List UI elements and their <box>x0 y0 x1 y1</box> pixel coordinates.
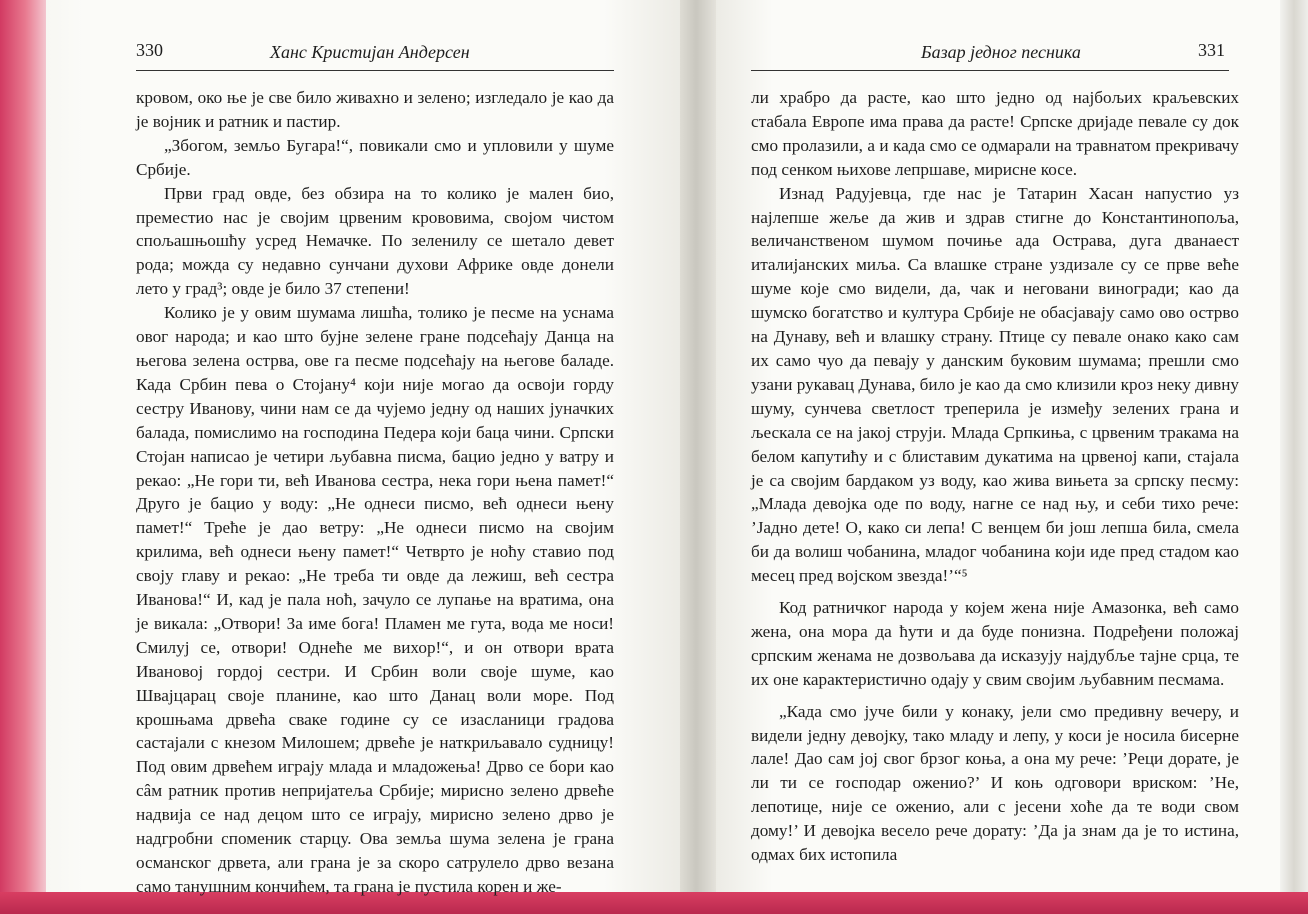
page-stack-edge-right <box>1280 0 1308 914</box>
left-page-body <box>136 86 614 899</box>
running-title: Ханс Кристијан Андерсен <box>270 42 470 62</box>
paragraph: Код ратничког народа у којем жена није Амазонка, већ само жена, она мора да ћути и да буде понизна. Подређени положај српским женама не дозвољава да исказују најдубље тајне срца, те их оне карактеристично одају у свим својим љубавним песмама. <box>751 598 1239 689</box>
running-title: Базар једног песника <box>921 42 1081 62</box>
paragraph: Први град овде, без обзира на то колико је мален био, преместио нас је својим црвеним крововима, својом чистом спољашњошћу усред Немачке. По зеленилу се шетало девет рода; можда су недавно сунчани духови Африке овде донели лето у град³; овде је било 37 степени! <box>136 183 614 299</box>
book-cover-edge-left <box>0 0 46 914</box>
right-page-header <box>751 40 1229 71</box>
paragraph: Колико је у овим шумама лишћа, толико је песме на уснама овог народа; и као што бујне зелене гране подсећају Данца на његова зелена острва, ове га песме подсећају на његове баладе. Када Србин пева о Стојану⁴ који није могао да освоји горду сестру Ивановy, чини нам се да чујемо једну од наших јуначких балада, помислимо на господина Педера који баца чини. Српски Стојан написао је четири љубавна писма, бацио једно у ватру и рекао: „Не гори ти, већ Иванова сестра, нека гори њена памет!“ Друго је бацио у воду: „Не однеси писмо, већ однеси њену памет!“ Треће је дао ветру: „Не однеси писмо на својим крилима, већ однеси њену памет!“ Четврто је ноћу ставио под своју главу и рекао: „Не треба ти овде да лежиш, већ сестра Иванова!“ И, кад је пала ноћ, зачуло се лупање на вратима, она је викала: „Отвори! За име бога! Пламен ме гута, вода ме носи! Смилуј се, отвори! Однеће ме вихор!“, и он отвори врата Ивановој гордој сестри. И Србин воли своје шуме, као Швајцарац своје планине, као што Данац воли море. Под крошњама дрвећа сваке године су се изасланици градова састајали с кнезом Милошем; дрвеће је наткриљавало судницу! Под овим дрвећем играју млада и младожења! Дрво се бори као сâм ратник против непријатеља Србије; мирисно зелено дрвеће надвија се над децом што се играју, мирисно зелено дрво је надгробни споменик старцу. Ова земља шума зелена је грана османског дрвета, али грана је за скоро сатрулело дрво везана само танушним кончићем, та грана је пустила корен и же- <box>136 303 614 896</box>
left-page-header <box>136 40 614 71</box>
paragraph: кровом, око ње је све било живахно и зелено; изгледало је као да је војник и ратник и пастир. <box>136 88 614 131</box>
right-page-body <box>751 86 1239 867</box>
book-gutter <box>680 0 716 914</box>
page-number: 331 <box>1198 40 1225 60</box>
paragraph: Изнад Радујевца, где нас је Татарин Хасан напустио уз најлепше жеље да жив и здрав стигне до Константинопоља, величанственом шумом почиње ада Острава, дуга дванаест италијанских миља. Са влашке стране уздизале су се прве веће шуме које смо видели, да, чак и неговани виногради; као да шумско богатство и култура Србије не обасјавају само ово острво на Дунаву, већ и влашку страну. Птице су певале онако како сам их само чуо да певају у данским буковим шумама; прешли смо узани рукавац Дунава, било је као да смо клизили кроз неку дивну шуму, сунчева светлост треперила је између зелених грана и љескала се на јакој струји. Млада Српкиња, с црвеним тракама на белом капутићу и с блиставим дукатима на црвеној капи, стајала је са својим бардаком уз воду, као жива вињета за српску песму: „Млада девојка оде по воду, нагне се над њу, и себи тихо рече: ’Јадно дете! О, како си лепа! С венцем би још лепша била, смела би да волиш чобанина, младог чобанина који иде пред стадом као месец пред војском звезда!’“⁵ <box>751 183 1239 586</box>
paragraph: „Када смо јуче били у конаку, јели смо предивну вечеру, и видели једну девојку, тако младу и лепу, у коси је носила бисерне лале! Дао сам јој свог брзог коња, а она му рече: ’Реци дорате, је ли ти се господар оженио?’ И коњ одговори вриском: ’Не, лепотице, није се оженио, али с јесени хоће да те води свом дому!’ И девојка весело рече дорату: ’Да ја знам да је то истина, одмах бих истопила <box>751 701 1239 865</box>
paragraph: „Збогом, земљо Бугара!“, повикали смо и упловили у шуме Србије. <box>136 135 614 179</box>
page-number: 330 <box>136 40 163 60</box>
paragraph: ли храбро да расте, као што једно од најбољих краљевских стабала Европе има права да расте! Српске дријаде певале су док смо пролазили, а и када смо се одмарали на травнатом прекривачу под сенком њихове лепршаве, мирисне косе. <box>751 88 1239 179</box>
